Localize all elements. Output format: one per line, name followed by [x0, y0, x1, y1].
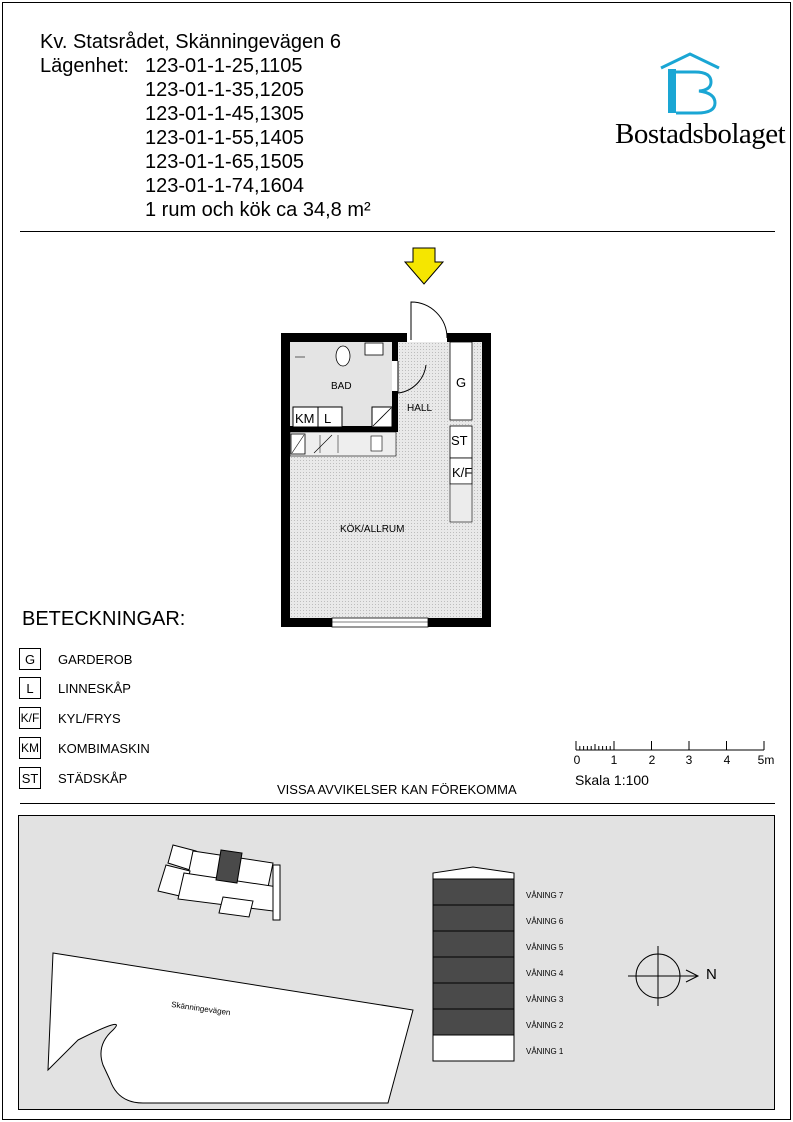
- apartment-number: 123-01-1-25,1105: [145, 55, 303, 77]
- legend-title: BETECKNINGAR:: [22, 608, 186, 630]
- floor-label: VÅNING 5: [526, 943, 564, 952]
- scale-label: Skala 1:100: [575, 772, 649, 788]
- scale-bar: [570, 738, 770, 754]
- legend-label: GARDEROB: [58, 652, 133, 667]
- floor-label: VÅNING 4: [526, 969, 564, 978]
- fixture-g: G: [456, 375, 467, 390]
- address-title: Kv. Statsrådet, Skänningevägen 6: [40, 31, 341, 53]
- legend-symbol: KM: [19, 737, 41, 759]
- apartment-number: 123-01-1-35,1205: [145, 79, 305, 101]
- apartment-label: Lägenhet:: [40, 55, 129, 77]
- legend-label: KYL/FRYS: [58, 711, 121, 726]
- site-plan: [18, 815, 775, 1111]
- floor-label: VÅNING 7: [526, 891, 564, 900]
- apartment-number: 123-01-1-55,1405: [145, 127, 305, 149]
- logo-wordmark: Bostadsbolaget: [615, 118, 786, 150]
- room-label-hall: HALL: [407, 403, 433, 414]
- legend-symbol: K/F: [19, 707, 41, 729]
- header-divider: [20, 231, 775, 232]
- fixture-l: L: [324, 411, 332, 426]
- room-label-bad: BAD: [331, 381, 352, 392]
- legend-symbol: G: [19, 648, 41, 670]
- bostadsbolaget-logo-icon: [655, 50, 725, 116]
- apartment-number: 123-01-1-65,1505: [145, 151, 305, 173]
- street-label: Skänningevägen: [170, 1000, 232, 1018]
- legend-symbol: L: [19, 677, 41, 699]
- scale-tick: 2: [648, 753, 656, 767]
- floor-label: VÅNING 2: [526, 1021, 564, 1030]
- legend-symbol: ST: [19, 767, 41, 789]
- room-label-kok: KÖK/ALLRUM: [340, 524, 405, 535]
- site-divider: [20, 803, 775, 804]
- scale-tick: 1: [610, 753, 618, 767]
- legend-label: STÄDSKÅP: [58, 771, 128, 786]
- apartment-number: 123-01-1-45,1305: [145, 103, 305, 125]
- legend-label: KOMBIMASKIN: [58, 741, 150, 756]
- scale-tick: 4: [723, 753, 731, 767]
- entrance-arrow-icon: [403, 246, 445, 286]
- north-label: N: [706, 966, 717, 983]
- scale-tick: 0: [573, 753, 581, 767]
- legend-label: LINNESKÅP: [58, 681, 131, 696]
- floor-label: VÅNING 1: [526, 1047, 564, 1056]
- scale-tick: 3: [685, 753, 693, 767]
- floor-label: VÅNING 3: [526, 995, 564, 1004]
- floor-label: VÅNING 6: [526, 917, 564, 926]
- fixture-st: ST: [451, 433, 468, 448]
- apartment-size: 1 rum och kök ca 34,8 m²: [145, 199, 371, 221]
- scale-tick: 5m: [757, 753, 775, 767]
- apartment-number: 123-01-1-74,1604: [145, 175, 305, 197]
- disclaimer: VISSA AVVIKELSER KAN FÖREKOMMA: [277, 782, 517, 797]
- fixture-km: KM: [295, 411, 315, 426]
- fixture-kf: K/F: [452, 465, 473, 480]
